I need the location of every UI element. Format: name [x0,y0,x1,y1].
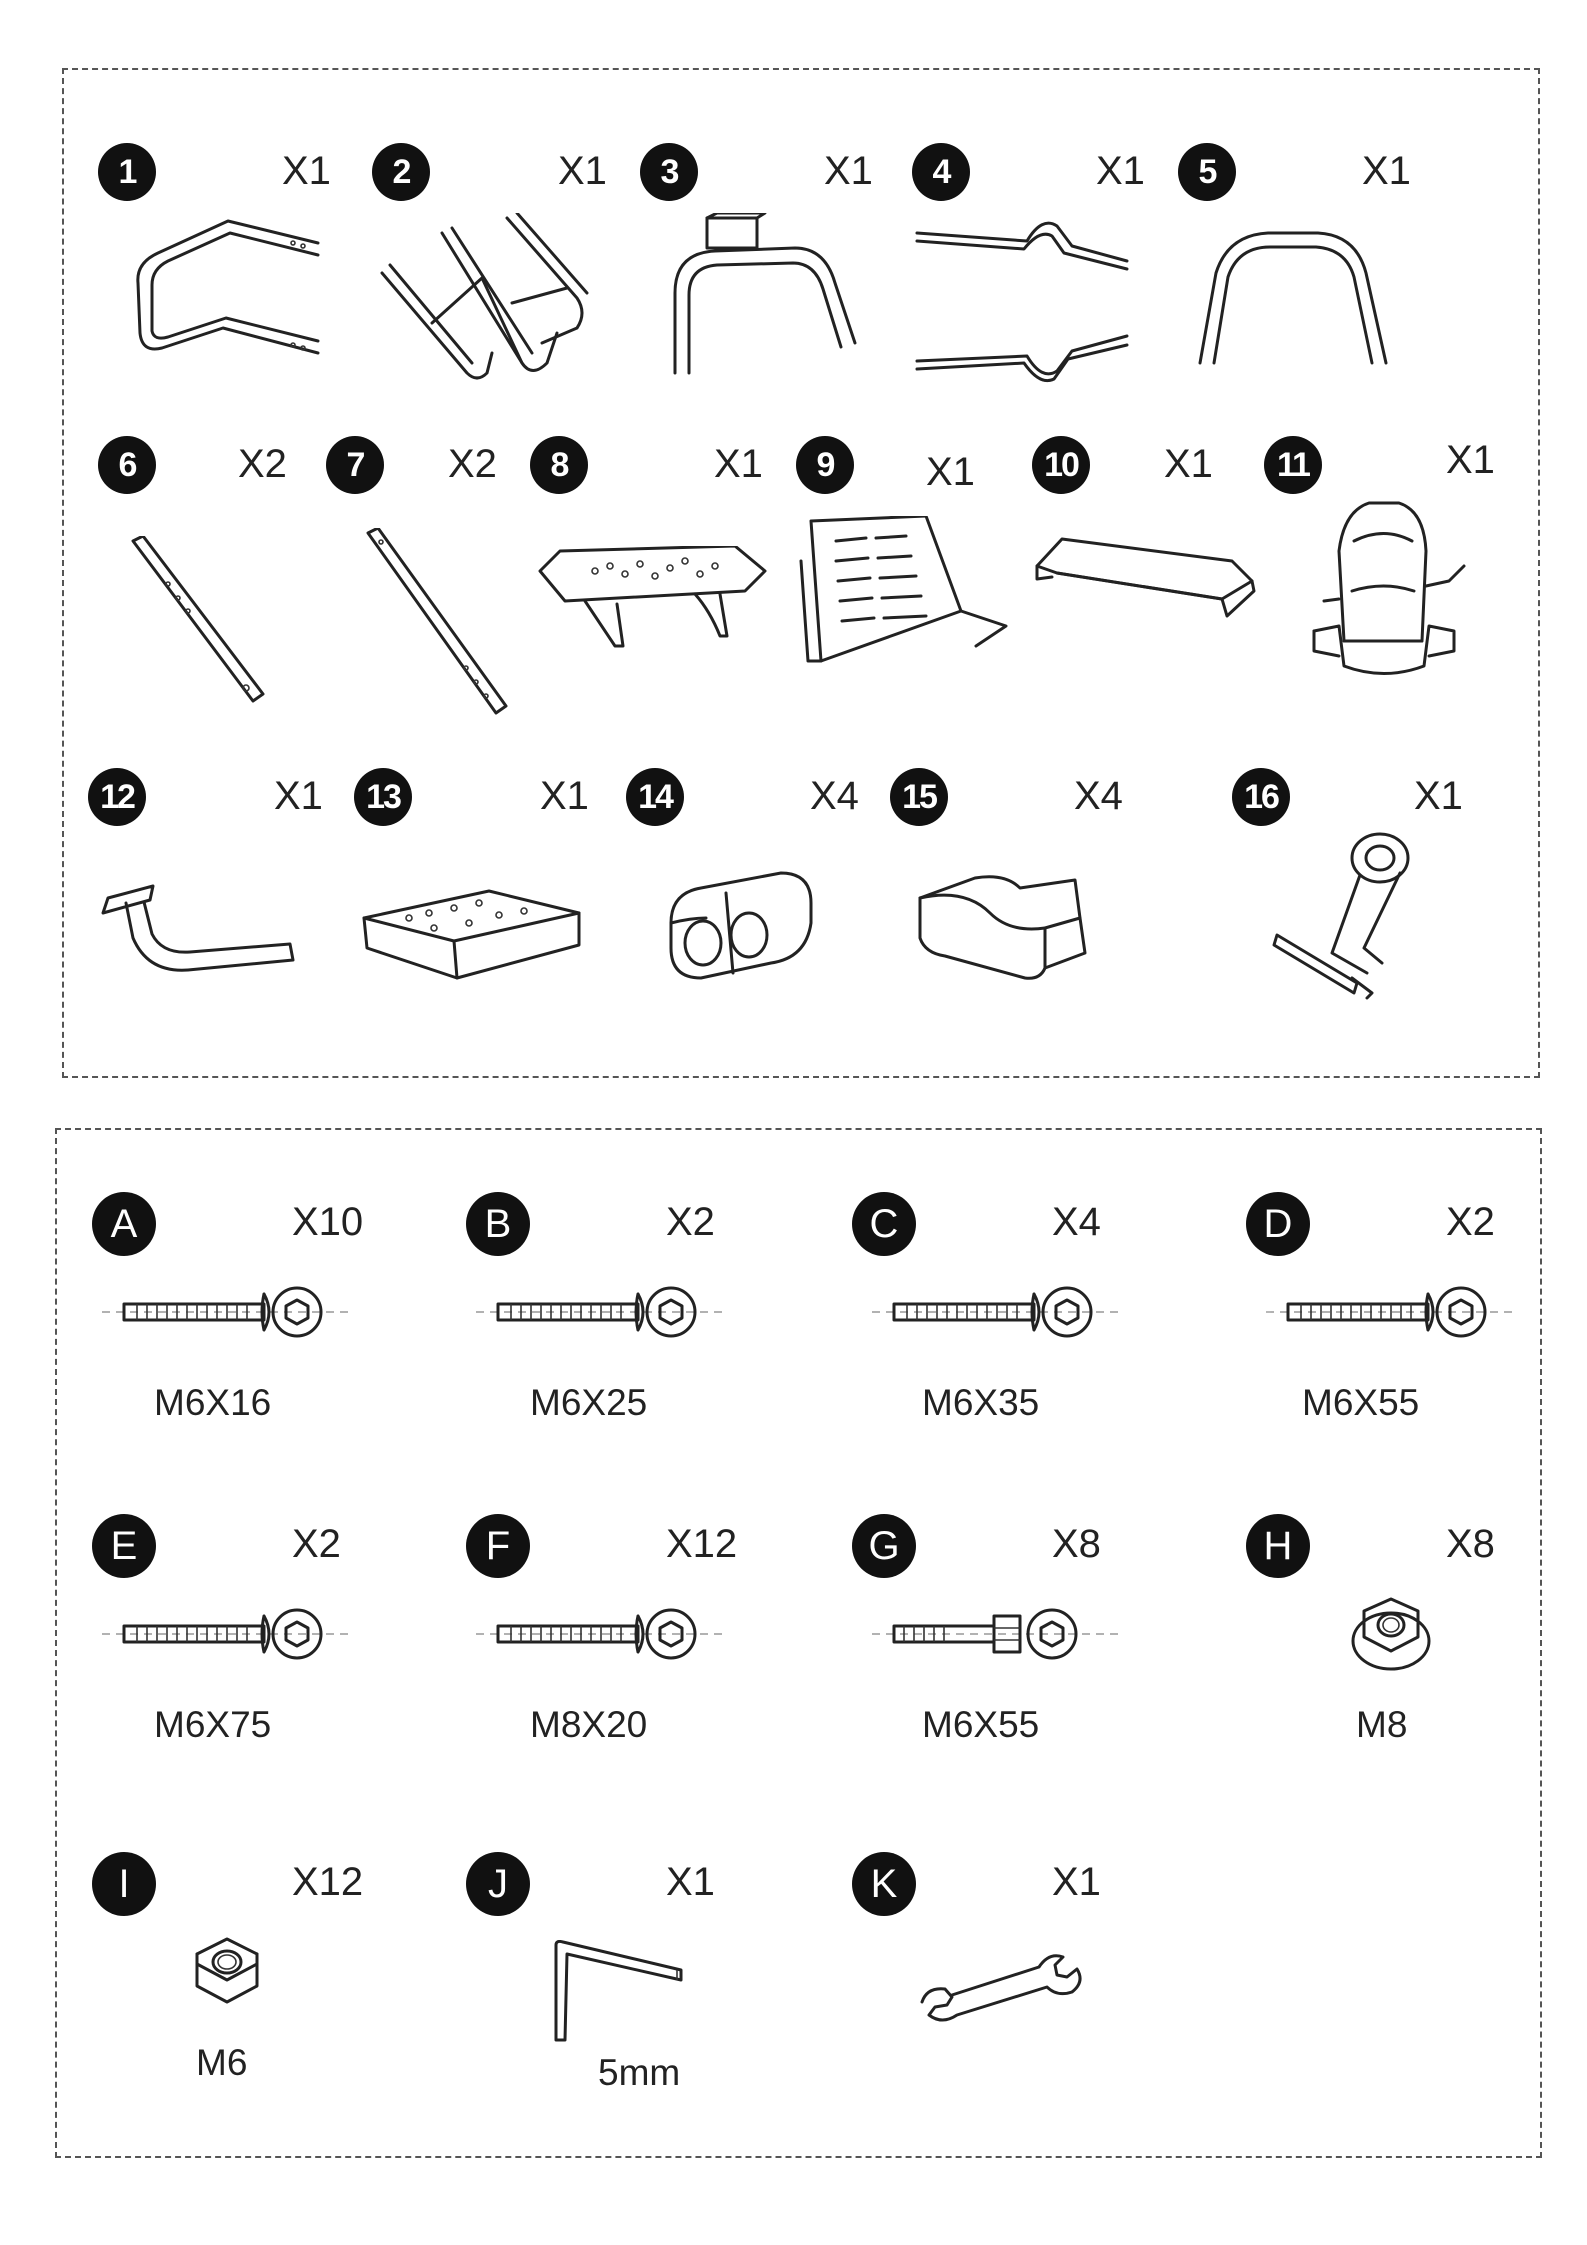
hardware-K [852,1852,1152,2102]
seat-plate-icon [796,516,1016,676]
part-quantity: X1 [1164,442,1213,486]
hardware-letter-badge: F [466,1514,530,1578]
bolt-icon [476,1604,726,1664]
part-8 [530,436,780,676]
part-number-badge: 2 [372,143,430,201]
bolt-icon [476,1282,726,1342]
hardware-letter-badge: K [852,1852,916,1916]
hardware-quantity: X12 [666,1522,738,1566]
hardware-quantity: X1 [1052,1860,1101,1904]
hardware-spec: M8 [1356,1704,1408,1745]
part-quantity: X1 [926,450,975,494]
bolt-icon [102,1282,352,1342]
part-quantity: X1 [1414,774,1463,818]
part-quantity: X2 [448,442,497,486]
hardware-spec: M6X16 [154,1382,272,1423]
part-5 [1178,143,1411,383]
hardware-H [1246,1514,1536,1754]
part-16 [1232,768,1502,1008]
part-quantity: X1 [282,149,331,193]
hardware-D [1246,1192,1536,1432]
hardware-letter-badge: D [1246,1192,1310,1256]
wrench-icon [917,1947,1087,2037]
part-3 [640,143,890,383]
tube-clamp-icon [661,863,821,993]
hardware-letter-badge: G [852,1514,916,1578]
shifter-arm-icon [98,878,318,988]
part-quantity: X1 [1096,149,1145,193]
part-number-badge: 1 [98,143,156,201]
bolt-icon [102,1604,352,1664]
shifter-plate-icon [359,883,589,993]
hardware-spec: M6X75 [154,1704,272,1745]
arch-tube-icon [1198,223,1388,373]
hardware-quantity: X1 [666,1860,715,1904]
hardware-B [466,1192,766,1432]
hardware-quantity: X8 [1446,1522,1495,1566]
hardware-spec: M6X35 [922,1382,1040,1423]
part-number-badge: 15 [890,768,948,826]
part-9 [796,436,1016,676]
part-number-badge: 4 [912,143,970,201]
part-quantity: X1 [274,774,323,818]
part-number-badge: 9 [796,436,854,494]
bolt-icon [872,1282,1122,1342]
bolt-icon [1266,1282,1516,1342]
side-frame-icon [372,213,612,393]
part-number-badge: 14 [626,768,684,826]
part-number-badge: 3 [640,143,698,201]
hardware-spec: 5mm [598,2052,681,2093]
hardware-I [92,1852,392,2092]
stand-bracket-icon [1272,823,1462,1013]
hardware-quantity: X12 [292,1860,364,1904]
seat-icon [1294,491,1474,691]
u-frame-bracket-icon [118,213,338,373]
hardware-quantity: X10 [292,1200,364,1244]
long-rod-icon [366,528,516,728]
part-number-badge: 7 [326,436,384,494]
part-quantity: X1 [1362,149,1411,193]
hardware-C [852,1192,1152,1432]
hardware-quantity: X2 [666,1200,715,1244]
part-6 [98,436,318,716]
part-15 [890,768,1140,998]
part-10 [1032,436,1262,656]
pedal-bracket-icon [1032,531,1262,631]
part-quantity: X4 [1074,774,1123,818]
hardware-G [852,1514,1152,1754]
part-7 [326,436,526,726]
part-quantity: X4 [810,774,859,818]
part-4 [912,143,1152,383]
allen-key-icon [551,1940,691,2050]
part-number-badge: 16 [1232,768,1290,826]
part-quantity: X1 [824,149,873,193]
hardware-spec: M8X20 [530,1704,648,1745]
hardware-quantity: X2 [1446,1200,1495,1244]
part-1 [98,143,358,383]
hardware-quantity: X8 [1052,1522,1101,1566]
hardware-E [92,1514,392,1754]
flange-nut-icon [1346,1589,1436,1679]
part-number-badge: 10 [1032,436,1090,494]
part-13 [354,768,604,998]
part-number-badge: 13 [354,768,412,826]
hex-nut-icon [187,1934,267,2014]
hardware-letter-badge: H [1246,1514,1310,1578]
part-number-badge: 5 [1178,143,1236,201]
part-quantity: X1 [558,149,607,193]
bent-rails-icon [912,211,1132,391]
hardware-quantity: X2 [292,1522,341,1566]
hardware-F [466,1514,766,1754]
hardware-spec: M6X25 [530,1382,648,1423]
hardware-spec: M6 [196,2042,248,2083]
part-number-badge: 11 [1264,436,1322,494]
part-number-badge: 6 [98,436,156,494]
hardware-J [466,1852,766,2102]
part-2 [372,143,632,393]
hardware-letter-badge: B [466,1192,530,1256]
wheel-plate-icon [535,546,775,676]
part-11 [1264,436,1514,696]
part-number-badge: 12 [88,768,146,826]
hardware-A [92,1192,392,1432]
part-quantity: X2 [238,442,287,486]
hardware-letter-badge: I [92,1852,156,1916]
hardware-letter-badge: C [852,1192,916,1256]
part-14 [626,768,876,998]
hardware-spec: M6X55 [1302,1382,1420,1423]
part-quantity: X1 [714,442,763,486]
short-rod-icon [128,536,268,716]
front-arch-icon [655,213,875,383]
hardware-spec: M6X55 [922,1704,1040,1745]
hex-bolt-icon [872,1604,1122,1664]
part-number-badge: 8 [530,436,588,494]
hardware-letter-badge: J [466,1852,530,1916]
part-quantity: X1 [540,774,589,818]
hardware-letter-badge: A [92,1192,156,1256]
part-quantity: X1 [1446,438,1495,482]
hardware-quantity: X4 [1052,1200,1101,1244]
part-12 [88,768,338,998]
foot-pad-icon [915,868,1115,988]
hardware-letter-badge: E [92,1514,156,1578]
